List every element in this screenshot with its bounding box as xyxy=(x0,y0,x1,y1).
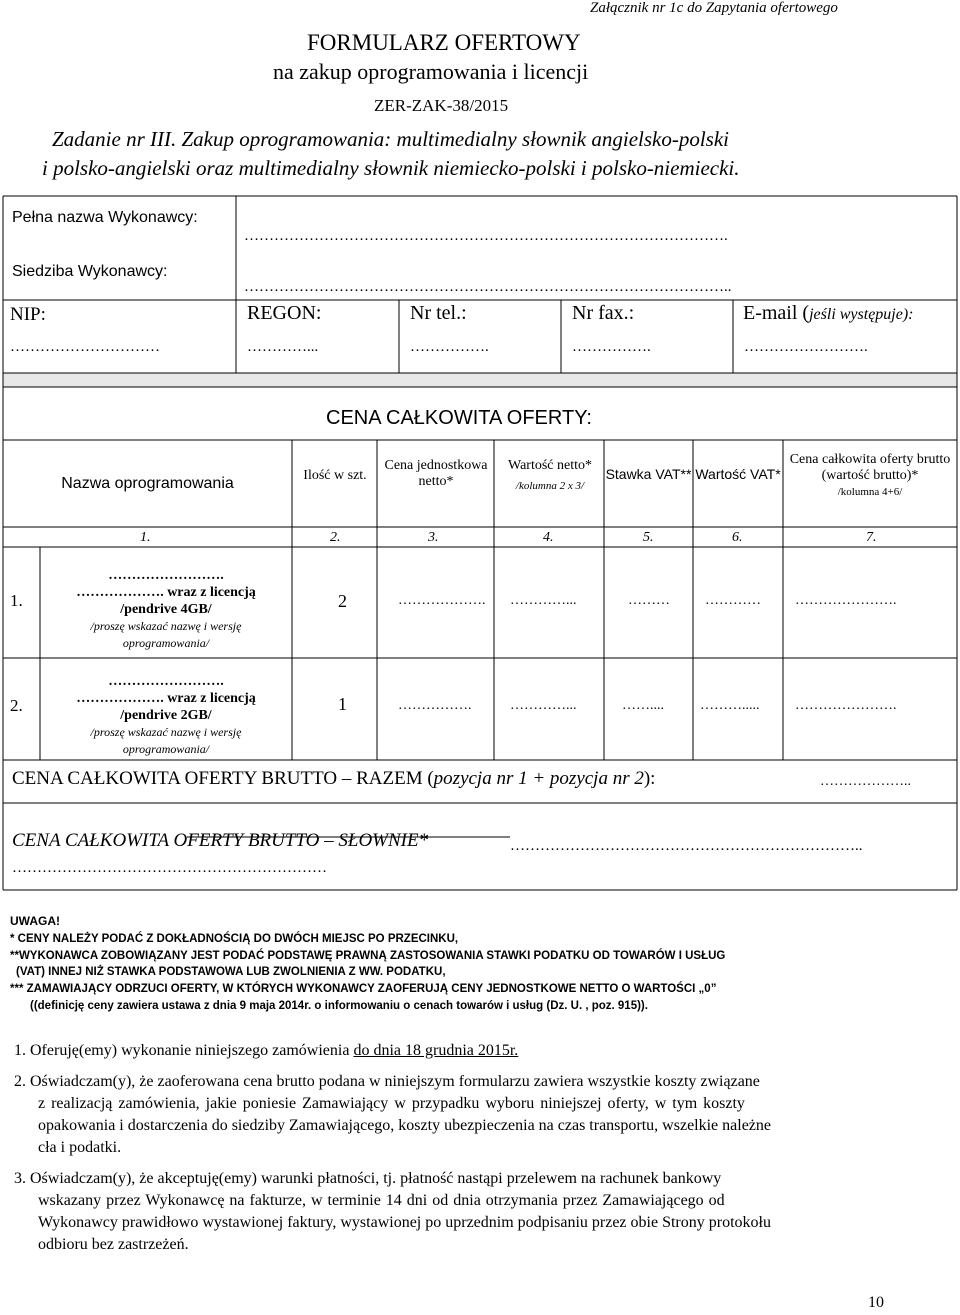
row-1-pendrive: /pendrive 4GB/ xyxy=(120,602,212,617)
email-label xyxy=(743,302,914,325)
nip-label: NIP: xyxy=(10,304,46,325)
form-subtitle: na zakup oprogramowania i licencji xyxy=(273,59,589,84)
row-2-hint-2: oprogramowania/ xyxy=(122,742,210,756)
price-table-title: CENA CAŁKOWITA OFERTY: xyxy=(326,407,592,429)
note-2: **WYKONAWCA ZOBOWIĄZANY JEST PODAĆ PODSTAWĘ PRAWNĄ ZASTOSOWANIA STAWKI PODATKU OD TOWARÓW I USŁUG xyxy=(10,950,726,962)
col-number-1: 1. xyxy=(140,530,151,545)
row-1-unit-price[interactable]: ………………. xyxy=(398,593,486,608)
row-2-product[interactable] xyxy=(42,673,290,758)
statement-2-line-2: z realizacją zamówienia, jakie poniesie Zamawiający w przypadku wyboru niniejszej oferty, w tym koszty xyxy=(38,1095,745,1112)
col-header-vat-rate: Stawka VAT** xyxy=(605,466,692,482)
col-header-vat-value: Wartość VAT* xyxy=(695,466,781,482)
row-2-product-name: ……………………. xyxy=(108,674,224,689)
note-2-cont: (VAT) INNEJ NIŻ STAWKA PODSTAWOWA LUB ZWOLNIENIA Z WW. PODATKU, xyxy=(16,966,446,978)
row-1-lp: 1. xyxy=(10,591,23,610)
note-3-cont: ((definicję ceny zawiera ustawa z dnia 9 maja 2014r. o informowaniu o cenach towarów i usług (Dz. U. , poz. 915)). xyxy=(30,1000,648,1012)
row-2-lp: 2. xyxy=(10,696,23,715)
row-2-hint: /proszę wskazać nazwę i wersję xyxy=(90,725,242,739)
regon-label: REGON: xyxy=(247,302,322,324)
statement-3-line-2: wskazany przez Wykonawcę na fakturze, w terminie 14 dni od dnia otrzymania przez Zamawiającego od xyxy=(38,1192,725,1209)
total-label-end: ): xyxy=(643,768,656,789)
row-2-pendrive: /pendrive 2GB/ xyxy=(120,708,212,723)
email-label-main: E-mail ( xyxy=(743,302,810,324)
row-1-license: ………………. wraz z licencją xyxy=(76,585,256,600)
total-label xyxy=(12,768,655,790)
note-3: *** ZAMAWIAJĄCY ODRZUCI OFERTY, W KTÓRYCH WYKONAWCY ZAOFERUJĄ CENY JEDNOSTKOWE NETTO O WARTOŚCI „0” xyxy=(10,983,717,995)
row-1-vat-value[interactable]: ………… xyxy=(705,593,761,608)
total-in-words-label: CENA CAŁKOWITA OFERTY BRUTTO – SŁOWNIE* xyxy=(12,830,429,851)
note-1: * CENY NALEŻY PODAĆ Z DOKŁADNOŚCIĄ DO DWÓCH MIEJSC PO PRZECINKU, xyxy=(10,933,459,945)
col-header-unit-price: Cena jednostkowa netto* xyxy=(384,458,488,490)
statement-1 xyxy=(14,1042,518,1060)
email-field[interactable]: ……………………. xyxy=(744,339,868,355)
task-line-2: i polsko-angielski oraz multimedialny słownik niemiecko-polski i polsko-niemiecki. xyxy=(42,156,740,180)
statement-3-line-3: Wykonawcy prawidłowo wystawionej faktury, wystawionej po uprzednim podpisaniu przez obie Strony protokołu xyxy=(38,1214,771,1231)
statement-1-deadline: do dnia 18 grudnia 2015r. xyxy=(353,1042,519,1059)
col-header-qty: Ilość w szt. xyxy=(303,468,367,483)
statement-2-line-3: opakowania i dostarczenia do siedziby Zamawiającego, koszty ubezpieczenia na czas transportu, wszelkie należne xyxy=(38,1117,772,1134)
fax-label: Nr fax.: xyxy=(572,302,635,324)
col-number-5: 5. xyxy=(643,530,654,545)
row-1-product[interactable] xyxy=(42,567,290,652)
net-value-formula: /kolumna 2 x 3/ xyxy=(515,480,585,493)
contractor-seat-field[interactable]: …………………………………………………………………………………….. xyxy=(244,279,732,295)
col-header-gross xyxy=(785,452,955,499)
row-1-qty: 2 xyxy=(338,591,347,611)
col-number-6: 6. xyxy=(732,530,743,545)
notes-title: UWAGA! xyxy=(10,914,60,928)
reference-number: ZER-ZAK-38/2015 xyxy=(374,96,509,115)
page-number: 10 xyxy=(868,1294,884,1311)
statement-3-line-1: 3. Oświadczam(y), że akceptuję(emy) warunki płatności, tj. płatność nastąpi przelewem na rachunek bankowy xyxy=(14,1170,722,1187)
regon-field[interactable]: …………... xyxy=(247,339,319,355)
col-number-4: 4. xyxy=(543,530,554,545)
statement-1-text: 1. Oferuję(emy) wykonanie niniejszego zamówienia xyxy=(14,1042,354,1059)
row-2-vat-value[interactable]: ………..... xyxy=(700,698,760,713)
statement-2-line-1: 2. Oświadczam(y), że zaoferowana cena brutto podana w niniejszym formularzu zawiera wszystkie koszty związane xyxy=(14,1073,760,1090)
attachment-note: Załącznik nr 1c do Zapytania ofertowego xyxy=(590,0,838,16)
col-number-7: 7. xyxy=(866,530,877,545)
total-value[interactable]: ……………….. xyxy=(820,774,911,789)
row-1-product-name: ……………………. xyxy=(108,568,224,583)
phone-label: Nr tel.: xyxy=(410,302,467,324)
gross-formula: /kolumna 4+6/ xyxy=(837,486,903,499)
statement-2-line-4: cła i podatki. xyxy=(38,1139,122,1156)
task-line-1: Zadanie nr III. Zakup oprogramowania: multimedialny słownik angielsko-polski xyxy=(52,127,730,151)
contractor-seat-label: Siedziba Wykonawcy: xyxy=(12,263,168,280)
total-in-words-field-2[interactable]: ……………………………………………………… xyxy=(12,860,327,876)
total-label-positions: pozycja nr 1 + pozycja nr 2 xyxy=(433,768,644,789)
col-header-name: Nazwa oprogramowania xyxy=(61,475,234,492)
row-2-net-value[interactable]: …………... xyxy=(510,698,577,713)
col-number-3: 3. xyxy=(428,530,439,545)
net-value-label: Wartość netto* xyxy=(507,458,592,473)
fax-field[interactable]: ……………. xyxy=(572,339,651,355)
row-1-hint-2: oprogramowania/ xyxy=(122,636,210,650)
gross-label: Cena całkowita oferty brutto xyxy=(789,452,951,467)
phone-field[interactable]: ……………. xyxy=(410,339,489,355)
row-1-hint: /proszę wskazać nazwę i wersję xyxy=(90,619,242,633)
row-1-vat-rate[interactable]: ……… xyxy=(628,593,670,608)
row-1-net-value[interactable]: …………... xyxy=(510,593,577,608)
contractor-name-label: Pełna nazwa Wykonawcy: xyxy=(12,209,198,226)
form-title: FORMULARZ OFERTOWY xyxy=(307,30,581,55)
row-2-qty: 1 xyxy=(338,694,347,714)
row-2-gross[interactable]: …………………. xyxy=(795,698,897,713)
email-label-note: jeśli występuje): xyxy=(809,306,914,323)
gross-label-2: (wartość brutto)* xyxy=(821,468,919,484)
total-label-main: CENA CAŁKOWITA OFERTY BRUTTO – RAZEM ( xyxy=(12,768,434,789)
statement-3-line-4: odbioru bez zastrzeżeń. xyxy=(38,1236,189,1253)
row-2-license: ………………. wraz z licencją xyxy=(76,691,256,706)
total-in-words-field[interactable]: …………………………………………………………….. xyxy=(510,838,863,854)
row-1-gross[interactable]: …………………. xyxy=(795,593,897,608)
col-header-net-value xyxy=(500,458,600,493)
row-2-vat-rate[interactable]: …….... xyxy=(622,698,664,713)
col-number-2: 2. xyxy=(330,530,341,545)
nip-field[interactable]: ………………………… xyxy=(10,339,160,355)
row-2-unit-price[interactable]: ……………. xyxy=(398,698,472,713)
contractor-name-field[interactable]: ……………………………………………………………………………………. xyxy=(244,228,728,244)
